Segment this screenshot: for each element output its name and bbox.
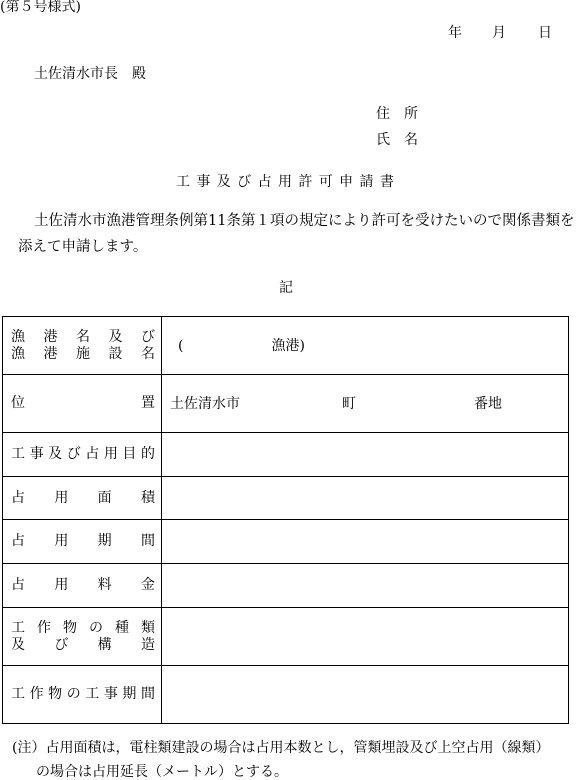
label-char: の bbox=[66, 686, 81, 702]
label-char: 書 bbox=[379, 174, 394, 190]
page-title bbox=[176, 175, 394, 189]
body-text-line-2: 添えて申請します。 bbox=[18, 239, 148, 255]
table-label-cell bbox=[3, 477, 162, 520]
label-line bbox=[11, 395, 155, 412]
label-char: 類 bbox=[141, 619, 155, 636]
label-char: 工 bbox=[85, 686, 100, 702]
label-char: 占 bbox=[257, 174, 272, 190]
label-char: 期 bbox=[97, 533, 112, 549]
date-year-label: 年 bbox=[448, 25, 462, 41]
table-row bbox=[3, 666, 569, 724]
label-char: 面 bbox=[97, 489, 112, 506]
label-char: 間 bbox=[140, 686, 155, 702]
label-char: 工 bbox=[11, 686, 25, 702]
label-char: 及 bbox=[11, 636, 25, 653]
table-row bbox=[3, 477, 569, 520]
construction-period-value-cell[interactable] bbox=[162, 666, 569, 724]
label-char: 港 bbox=[43, 328, 58, 345]
period-value-cell[interactable] bbox=[162, 520, 569, 564]
label-line bbox=[11, 446, 155, 463]
label-char: 置 bbox=[141, 395, 155, 411]
label-char: 申 bbox=[339, 174, 354, 190]
table-row bbox=[3, 375, 569, 433]
purpose-value-cell[interactable] bbox=[162, 433, 569, 477]
table-row bbox=[3, 317, 569, 375]
label-char: 名 bbox=[141, 345, 155, 362]
address-label: 住 所 bbox=[376, 106, 418, 122]
label-char: 漁 bbox=[11, 328, 25, 345]
note-line-1: (注）占用面積は，電柱類建設の場合は占用本数とし，管類埋設及び上空占用（線類） bbox=[12, 740, 550, 756]
label-char: 及 bbox=[108, 328, 123, 345]
harbor-suffix: 漁港) bbox=[271, 337, 305, 354]
paren-open: ( bbox=[178, 337, 184, 354]
label-char: 的 bbox=[140, 446, 155, 462]
label-char: 工 bbox=[176, 174, 190, 190]
label-line bbox=[11, 490, 155, 507]
label-char: 事 bbox=[103, 686, 118, 702]
addressee: 土佐清水市長 殿 bbox=[34, 66, 146, 82]
label-char: 許 bbox=[298, 174, 313, 190]
label-char: 請 bbox=[359, 174, 374, 190]
location-lot: 番地 bbox=[474, 395, 502, 412]
structure-value-cell[interactable] bbox=[162, 608, 569, 666]
label-char: 作 bbox=[29, 686, 44, 702]
label-char: 漁 bbox=[11, 345, 25, 362]
name-label: 氏 名 bbox=[376, 132, 418, 148]
label-char: 種 bbox=[115, 619, 129, 636]
table-label-cell bbox=[3, 608, 162, 666]
table-label-cell bbox=[3, 520, 162, 564]
location-town: 町 bbox=[342, 395, 356, 412]
label-char: 事 bbox=[29, 446, 44, 462]
label-char: 目 bbox=[122, 446, 137, 462]
table-label-cell bbox=[3, 317, 162, 375]
label-char: び bbox=[54, 636, 69, 653]
date-month-label: 月 bbox=[492, 25, 506, 41]
label-char: 用 bbox=[103, 446, 118, 462]
label-char: 工 bbox=[11, 619, 25, 636]
label-line bbox=[11, 620, 155, 637]
label-char: 造 bbox=[140, 636, 155, 653]
date-day-label: 日 bbox=[538, 25, 552, 41]
table-label-cell bbox=[3, 564, 162, 608]
label-line bbox=[11, 346, 155, 363]
label-char: 可 bbox=[318, 174, 333, 190]
label-char: 物 bbox=[63, 619, 77, 636]
label-char: 期 bbox=[122, 686, 137, 702]
label-char: 占 bbox=[11, 533, 25, 549]
table-row bbox=[3, 608, 569, 666]
location-value-cell[interactable] bbox=[162, 375, 569, 433]
label-char: 用 bbox=[277, 174, 292, 190]
label-line bbox=[11, 577, 155, 594]
label-line bbox=[11, 329, 155, 346]
label-char: 施 bbox=[76, 345, 90, 362]
label-char: 積 bbox=[140, 489, 155, 506]
label-char: の bbox=[89, 619, 103, 636]
label-char: 間 bbox=[140, 533, 155, 549]
label-char: 作 bbox=[37, 619, 51, 636]
label-char: 占 bbox=[11, 489, 25, 506]
label-char: 占 bbox=[11, 577, 25, 593]
table-label-cell bbox=[3, 375, 162, 433]
form-number: (第５号様式) bbox=[0, 0, 81, 15]
label-char: 位 bbox=[11, 395, 25, 411]
table-row bbox=[3, 564, 569, 608]
label-line bbox=[11, 533, 155, 550]
ki-heading: 記 bbox=[279, 280, 293, 296]
label-char: 構 bbox=[97, 636, 112, 653]
harbor-name-value-cell[interactable] bbox=[162, 317, 569, 375]
label-char: 金 bbox=[140, 577, 155, 593]
label-char: び bbox=[141, 328, 155, 345]
fee-value-cell[interactable] bbox=[162, 564, 569, 608]
area-value-cell[interactable] bbox=[162, 477, 569, 520]
label-char: 用 bbox=[54, 489, 69, 506]
label-char: 工 bbox=[11, 446, 25, 462]
table-row bbox=[3, 520, 569, 564]
label-char: び bbox=[237, 174, 252, 190]
label-line bbox=[11, 686, 155, 703]
body-text-line-1: 土佐清水市漁港管理条例第11条第１項の規定により許可を受けたいので関係書類を bbox=[34, 213, 575, 229]
label-char: 名 bbox=[76, 328, 90, 345]
table-row bbox=[3, 433, 569, 477]
note-line-2: の場合は占用延長（メートル）とする。 bbox=[36, 764, 288, 780]
label-char: 事 bbox=[196, 174, 211, 190]
label-char: 及 bbox=[216, 174, 231, 190]
label-char: び bbox=[66, 446, 81, 462]
label-char: 占 bbox=[85, 446, 100, 462]
table-label-cell bbox=[3, 666, 162, 724]
label-char: 料 bbox=[97, 577, 112, 593]
label-char: 物 bbox=[48, 686, 63, 702]
label-char: 用 bbox=[54, 533, 69, 549]
label-char: 設 bbox=[108, 345, 123, 362]
label-char: 港 bbox=[43, 345, 58, 362]
label-char: 及 bbox=[48, 446, 63, 462]
label-line bbox=[11, 637, 155, 654]
location-city: 土佐清水市 bbox=[170, 395, 240, 412]
table-label-cell bbox=[3, 433, 162, 477]
label-char: 用 bbox=[54, 577, 69, 593]
application-table bbox=[2, 316, 569, 724]
